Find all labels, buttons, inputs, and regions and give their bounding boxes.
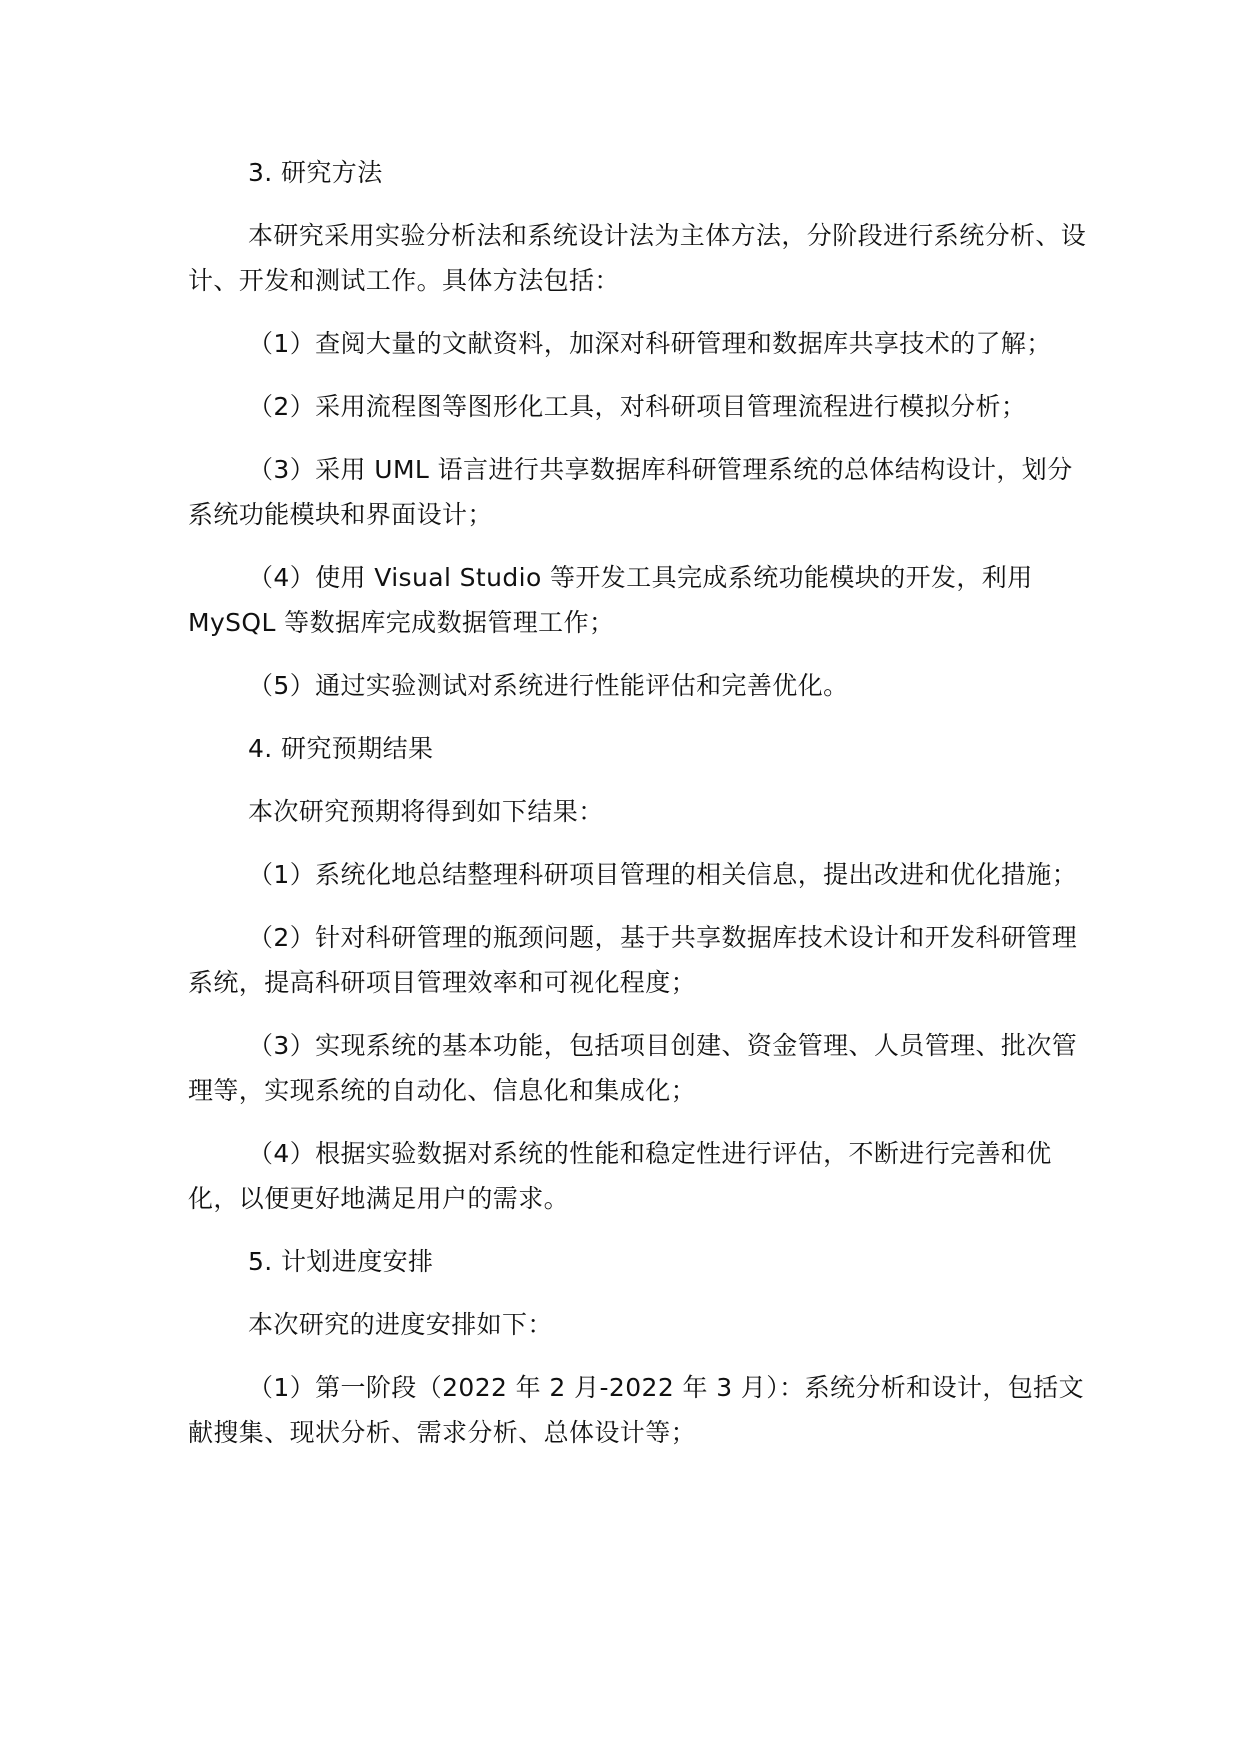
list-item-result-2: （2）针对科研管理的瓶颈问题，基于共享数据库技术设计和开发科研管理系统，提高科研项目管理效率和可视化程度； bbox=[188, 923, 1078, 997]
paragraph-schedule-intro: 本次研究的进度安排如下： bbox=[248, 1310, 553, 1339]
list-item-schedule-1: （1）第一阶段（2022 年 2 月-2022 年 3 月）：系统分析和设计，包括文献搜集、现状分析、需求分析、总体设计等； bbox=[188, 1373, 1084, 1447]
document-body bbox=[188, 150, 1088, 1473]
list-item-result-1: （1）系统化地总结整理科研项目管理的相关信息，提出改进和优化措施； bbox=[248, 860, 1078, 889]
list-item-method-1: （1）查阅大量的文献资料，加深对科研管理和数据库共享技术的了解； bbox=[248, 329, 1052, 358]
section-heading-schedule: 5. 计划进度安排 bbox=[248, 1247, 434, 1276]
paragraph-methods-intro: 本研究采用实验分析法和系统设计法为主体方法，分阶段进行系统分析、设计、开发和测试工作。具体方法包括： bbox=[188, 221, 1087, 295]
list-item-method-4: （4）使用 Visual Studio 等开发工具完成系统功能模块的开发，利用 MySQL 等数据库完成数据管理工作； bbox=[188, 563, 1033, 637]
list-item-method-5: （5）通过实验测试对系统进行性能评估和完善优化。 bbox=[248, 671, 849, 700]
list-item-result-3: （3）实现系统的基本功能，包括项目创建、资金管理、人员管理、批次管理等，实现系统的自动化、信息化和集成化； bbox=[188, 1031, 1078, 1105]
list-item-method-2: （2）采用流程图等图形化工具，对科研项目管理流程进行模拟分析； bbox=[248, 392, 1027, 421]
section-heading-research-methods: 3. 研究方法 bbox=[248, 158, 383, 187]
section-heading-expected-results: 4. 研究预期结果 bbox=[248, 734, 434, 763]
list-item-result-4: （4）根据实验数据对系统的性能和稳定性进行评估，不断进行完善和优化，以便更好地满足用户的需求。 bbox=[188, 1139, 1052, 1213]
list-item-method-3: （3）采用 UML 语言进行共享数据库科研管理系统的总体结构设计，划分系统功能模块和界面设计； bbox=[188, 455, 1073, 529]
paragraph-results-intro: 本次研究预期将得到如下结果： bbox=[248, 797, 604, 826]
